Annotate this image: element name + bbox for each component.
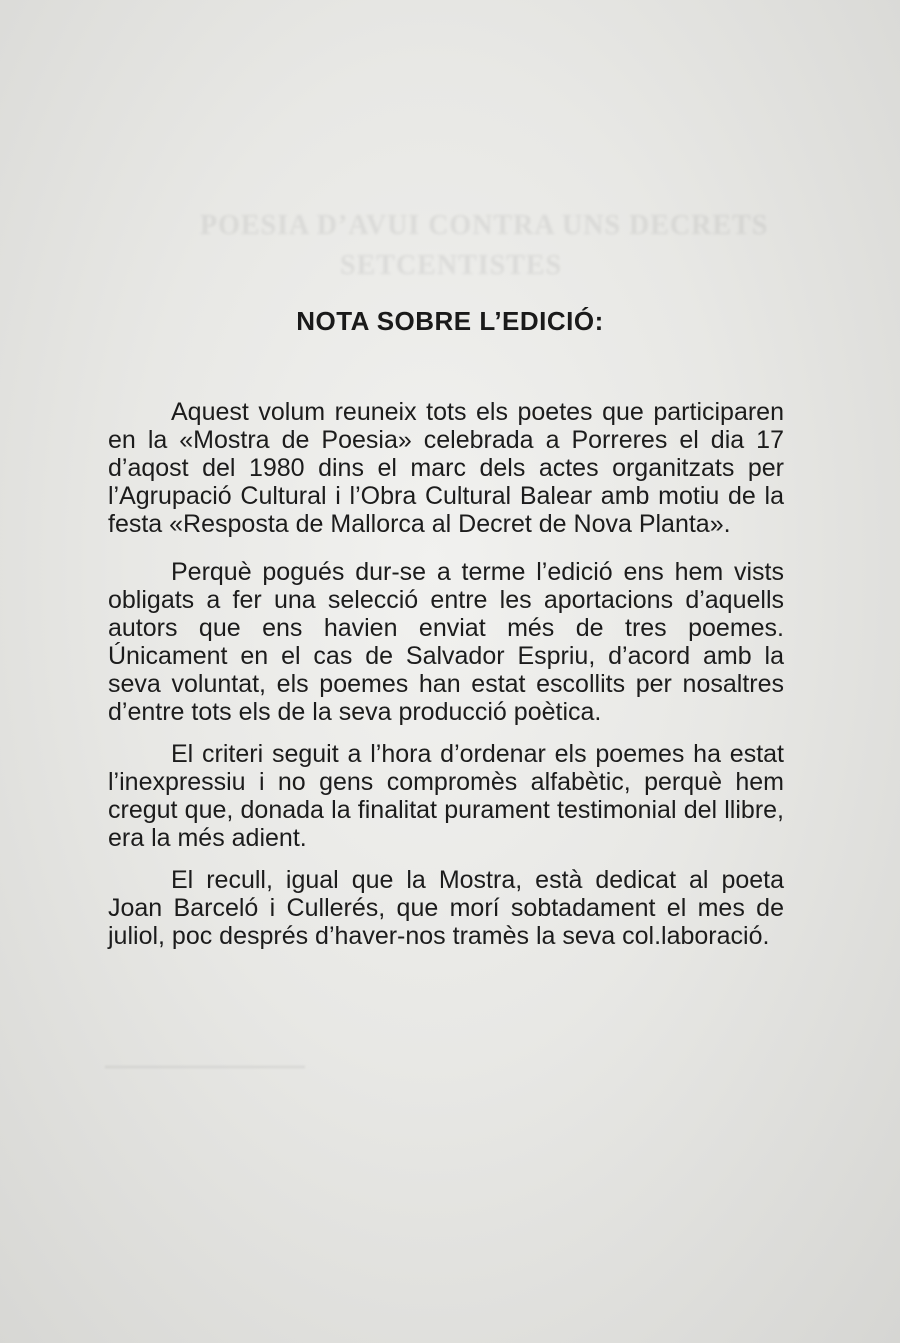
page-title: NOTA SOBRE L’EDICIÓ: — [296, 306, 604, 336]
paragraph-about-volume: Aquest volum reuneix tots els poetes que participaren en la «Mostra de Poesia» celebrada a Porreres el dia 17 d’aqost del 1980 dins el marc dels actes organitzats per l’Agrupació Cultural i l’Obra Cultural Balear amb motiu de la festa «Resposta de Mallorca al Decret de Nova Planta». — [108, 398, 784, 538]
paragraph-about-selection: Perquè pogués dur-se a terme l’edició ens hem vists obligats a fer una selecció entre les aportacions d’aquells autors que ens havien enviat més de tres poemes. Únicament en el cas de Salvador Espriu, d’acord amb la seva voluntat, els poemes han estat escollits per nosaltres d’entre tots els de la seva producció poètica. — [108, 558, 784, 726]
body-text — [108, 398, 784, 950]
bleed-through-footnote-rule — [105, 1066, 305, 1068]
paragraph-about-dedication: El recull, igual que la Mostra, està dedicat al poeta Joan Barceló i Cullerés, que morí sobtadament el mes de juliol, poc després d’haver-nos tramès la seva col.laboració. — [108, 866, 784, 950]
bleed-through-heading-line-2: SETCENTISTES — [340, 250, 563, 281]
bleed-through-heading-line-1: POESIA D’AVUI CONTRA UNS DECRETS — [200, 210, 769, 241]
paragraph-about-ordering: El criteri seguit a l’hora d’ordenar els poemes ha estat l’inexpressiu i no gens compromès alfabètic, perquè hem cregut que, donada la finalitat purament testimonial del llibre, era la més adient. — [108, 740, 784, 852]
